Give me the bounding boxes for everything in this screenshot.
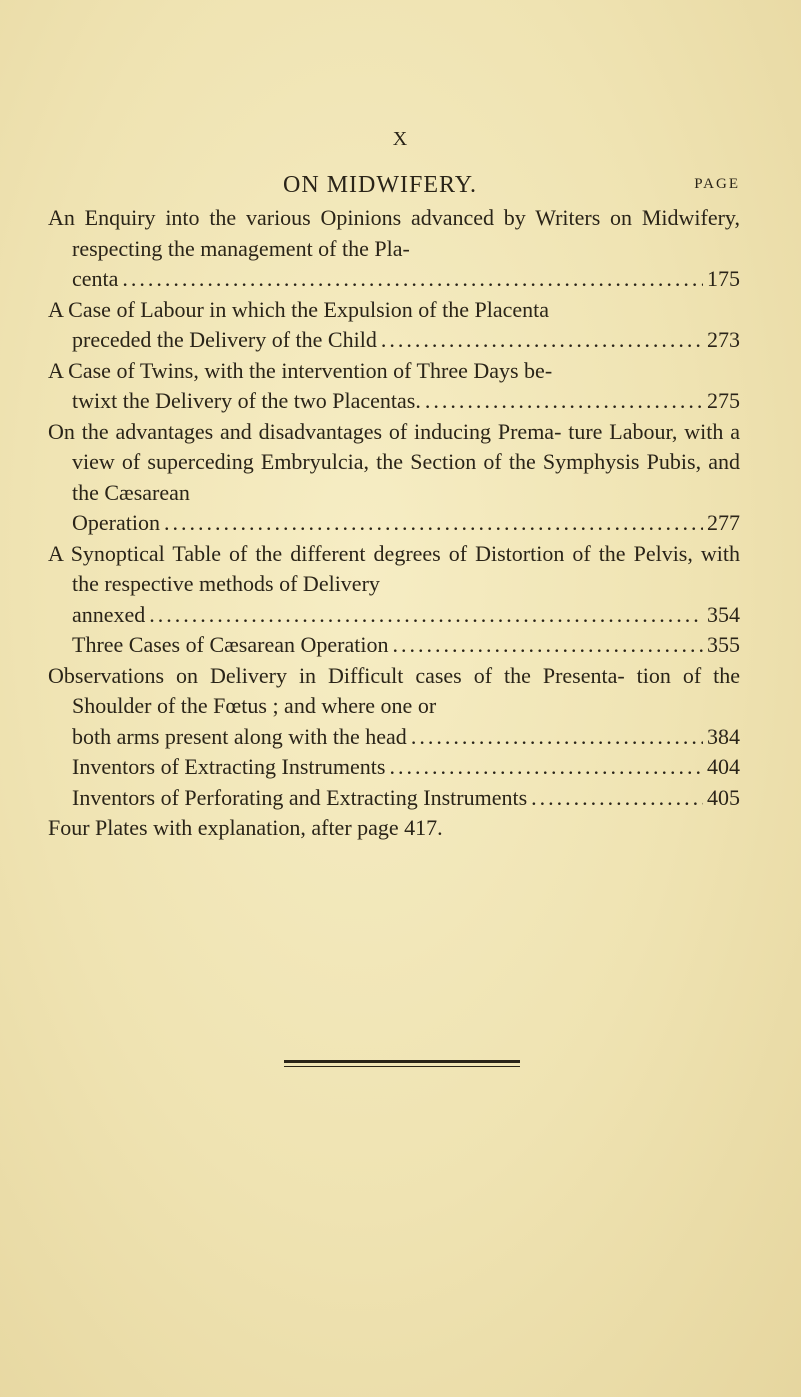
dot-leader xyxy=(392,630,703,661)
entry-text-end: Inventors of Extracting Instruments xyxy=(72,754,386,779)
page-column-label: PAGE xyxy=(694,176,740,192)
contents-entry xyxy=(48,356,740,417)
entry-text-end: preceded the Delivery of the Child xyxy=(72,327,377,352)
entry-last-line xyxy=(72,630,740,661)
dot-leader xyxy=(149,600,703,631)
page-number: X xyxy=(392,128,409,150)
entry-text-end: Three Cases of Cæsarean Operation xyxy=(72,632,389,657)
entry-text: A Synoptical Table of the different degrees of Distortion of the Pelvis, with the respective methods of Delivery xyxy=(48,540,740,596)
entry-last-line xyxy=(72,752,740,783)
entry-text: On the advantages and disadvantages of inducing Prema- ture Labour, with a view of superceding Embryulcia, the Section of the Symphysis Pubis, and the Cæsarean xyxy=(48,418,740,505)
dot-leader xyxy=(411,722,703,753)
entry-page-number: 355 xyxy=(707,632,740,657)
entry-text-end: annexed xyxy=(72,601,146,627)
dot-leader xyxy=(425,386,703,417)
entry-last-line xyxy=(72,783,740,814)
entry-page-number: 275 xyxy=(707,388,740,413)
section-title: ON MIDWIFERY. xyxy=(283,172,477,198)
contents-entry xyxy=(48,661,740,753)
dot-leader xyxy=(531,783,703,814)
entry-text: A Case of Labour in which the Expulsion of the Placenta xyxy=(48,296,549,322)
contents-entry xyxy=(48,203,740,295)
heading-row xyxy=(40,172,740,202)
entry-text: A Case of Twins, with the intervention of Three Days be- xyxy=(48,357,553,383)
entry-last-line xyxy=(72,722,740,753)
entry-last-line xyxy=(72,508,740,539)
entry-page-number: 404 xyxy=(707,754,740,779)
contents-list xyxy=(48,203,740,844)
entry-page-number: 175 xyxy=(707,266,740,291)
entry-text-end: centa xyxy=(72,266,119,291)
contents-entry xyxy=(48,752,740,783)
entry-text-end: both arms present along with the head xyxy=(72,723,407,749)
entry-text-end: Operation xyxy=(72,510,160,535)
dot-leader xyxy=(381,325,703,356)
entry-page-number: 277 xyxy=(707,510,740,535)
entry-text: An Enquiry into the various Opinions advanced by Writers on Midwifery, respecting the management of the Pla- xyxy=(48,205,740,261)
closing-rule xyxy=(284,1060,520,1070)
dot-leader xyxy=(164,508,703,539)
contents-entry xyxy=(48,783,740,814)
entry-last-line xyxy=(72,600,740,631)
entry-page-number: 384 xyxy=(707,723,740,749)
entry-page-number: 354 xyxy=(707,601,740,627)
entry-last-line xyxy=(72,264,740,295)
dot-leader xyxy=(389,752,703,783)
entry-page-number: 405 xyxy=(707,784,740,810)
entry-text-end: twixt the Delivery of the two Placentas. xyxy=(72,388,421,413)
dot-leader xyxy=(122,264,703,295)
rule-thick xyxy=(284,1060,520,1063)
contents-entry xyxy=(48,630,740,661)
entry-last-line xyxy=(72,386,740,417)
contents-entry xyxy=(48,417,740,539)
entry-text: Observations on Delivery in Difficult cases of the Presenta- tion of the Shoulder of the Fœtus ; and where one or xyxy=(48,662,740,718)
contents-entry xyxy=(48,295,740,356)
entry-text-end: Inventors of Perforating and Extracting Instruments xyxy=(72,784,528,810)
entry-page-number: 273 xyxy=(707,327,740,352)
contents-entry xyxy=(48,539,740,631)
entry-last-line xyxy=(72,325,740,356)
rule-thin xyxy=(284,1066,520,1067)
plates-note: Four Plates with explanation, after page 417. xyxy=(48,815,443,840)
